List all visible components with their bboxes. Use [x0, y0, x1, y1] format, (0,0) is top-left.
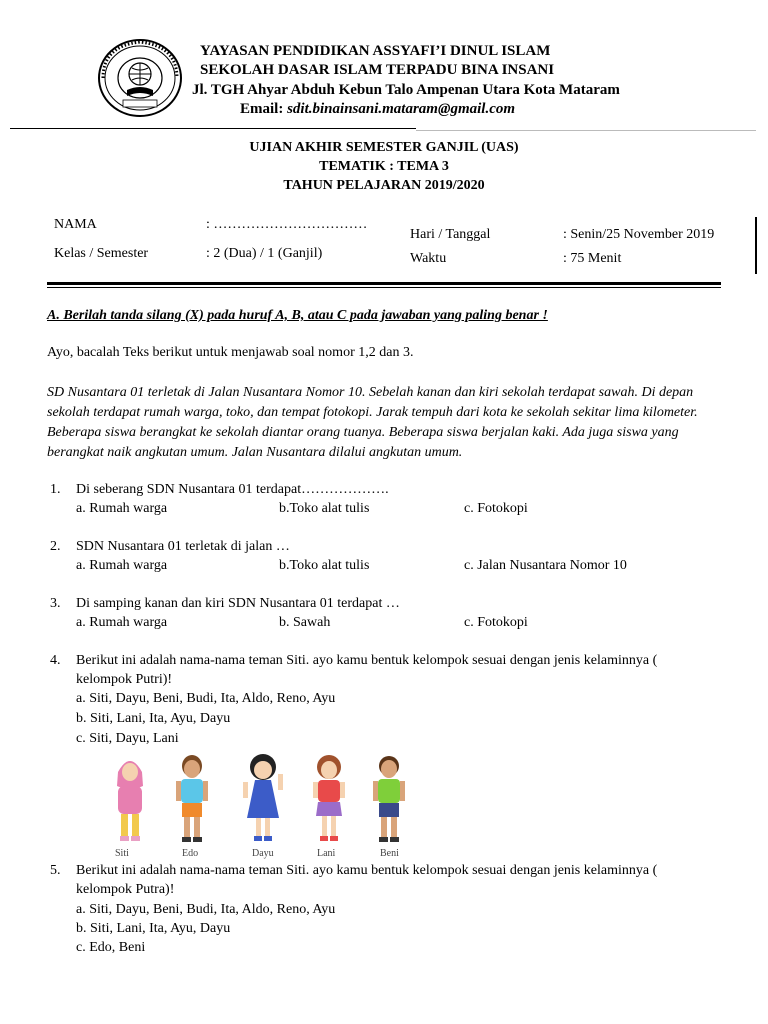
q5-option-c[interactable]: c. Edo, Beni	[76, 940, 146, 955]
question-number: 2.	[50, 539, 61, 554]
q3-option-a[interactable]: a. Rumah warga	[76, 615, 168, 630]
child-edo-figure	[175, 752, 209, 848]
child-name-lani: Lani	[317, 848, 336, 859]
reading-passage: SD Nusantara 01 terletak di Jalan Nusantara Nomor 10. Sebelah kanan dan kiri sekolah terdapat sawah. Di depan sekolah terdapat rumah warga, toko, dan tempat fotokopi. Jarak tempuh dari kota ke sekolah sekitar lima kilometer. Beberapa siswa berangkat ke sekolah diantar orang tuanya. Beberapa siswa berjalan kaki. Ada juga siswa yang berangkat naik angkutan umum. Jalan Nusantara dilalui angkutan umum.	[47, 385, 698, 460]
child-name-edo: Edo	[182, 848, 199, 859]
question-number: 4.	[50, 653, 61, 668]
kelas-value: : 2 (Dua) / 1 (Ganjil)	[206, 246, 323, 261]
school-logo	[97, 38, 183, 118]
exam-year: TAHUN PELAJARAN 2019/2020	[283, 178, 485, 193]
hari-label: Hari / Tanggal	[410, 227, 491, 242]
header-divider	[10, 128, 416, 129]
question-number: 5.	[50, 863, 61, 878]
email-label: Email:	[240, 101, 288, 117]
question-4-text: Berikut ini adalah nama-nama teman Siti. ayo kamu bentuk kelompok sesuai dengan jenis kelaminnya (	[76, 653, 658, 668]
school-email-line	[240, 101, 515, 118]
exam-subject: TEMATIK : TEMA 3	[319, 159, 449, 174]
double-rule-bottom	[47, 287, 721, 288]
kelas-label: Kelas / Semester	[54, 246, 149, 261]
q2-option-a[interactable]: a. Rumah warga	[76, 558, 168, 573]
header-divider-light	[416, 130, 756, 131]
school-address: Jl. TGH Ahyar Abduh Kebun Talo Ampenan Utara Kota Mataram	[192, 82, 620, 98]
q4-option-b[interactable]: b. Siti, Lani, Ita, Ayu, Dayu	[76, 711, 231, 726]
question-number: 1.	[50, 482, 61, 497]
q2-option-b[interactable]: b.Toko alat tulis	[279, 558, 370, 573]
exam-title: UJIAN AKHIR SEMESTER GANJIL (UAS)	[249, 140, 519, 155]
edge-bar	[755, 217, 757, 274]
question-5-text: Berikut ini adalah nama-nama teman Siti. ayo kamu bentuk kelompok sesuai dengan jenis kelaminnya (	[76, 863, 658, 878]
reading-intro: Ayo, bacalah Teks berikut untuk menjawab soal nomor 1,2 dan 3.	[47, 345, 414, 360]
q4-option-c[interactable]: c. Siti, Dayu, Lani	[76, 731, 179, 746]
q3-option-b[interactable]: b. Sawah	[279, 615, 331, 630]
q5-option-a[interactable]: a. Siti, Dayu, Beni, Budi, Ita, Aldo, Reno, Ayu	[76, 902, 336, 917]
double-rule-top	[47, 282, 721, 285]
child-name-dayu: Dayu	[252, 848, 274, 859]
question-4-text-cont: kelompok Putri)!	[76, 672, 173, 687]
email-address[interactable]: sdit.binainsani.mataram@gmail.com	[287, 101, 516, 117]
q4-option-a[interactable]: a. Siti, Dayu, Beni, Budi, Ita, Aldo, Reno, Ayu	[76, 691, 336, 706]
child-siti-figure	[113, 752, 147, 848]
section-a-instruction: A. Berilah tanda silang (X) pada huruf A, B, atau C pada jawaban yang paling benar !	[47, 308, 548, 323]
q1-option-c[interactable]: c. Fotokopi	[464, 501, 528, 516]
question-2-text: SDN Nusantara 01 terletak di jalan …	[76, 539, 290, 554]
nama-field[interactable]: : ……………………………	[206, 217, 368, 232]
q2-option-c[interactable]: c. Jalan Nusantara Nomor 10	[464, 558, 627, 573]
school-name: SEKOLAH DASAR ISLAM TERPADU BINA INSANI	[200, 62, 555, 78]
child-beni-figure	[372, 752, 406, 848]
question-5-text-cont: kelompok Putra)!	[76, 882, 175, 897]
child-dayu-figure	[243, 752, 283, 848]
child-name-siti: Siti	[115, 848, 129, 859]
child-name-beni: Beni	[380, 848, 399, 859]
nama-label: NAMA	[54, 217, 97, 232]
q5-option-b[interactable]: b. Siti, Lani, Ita, Ayu, Dayu	[76, 921, 231, 936]
foundation-name: YAYASAN PENDIDIKAN ASSYAFI’I DINUL ISLAM	[200, 43, 551, 59]
waktu-value: : 75 Menit	[563, 251, 622, 266]
question-number: 3.	[50, 596, 61, 611]
q3-option-c[interactable]: c. Fotokopi	[464, 615, 528, 630]
question-3-text: Di samping kanan dan kiri SDN Nusantara 01 terdapat …	[76, 596, 400, 611]
q1-option-a[interactable]: a. Rumah warga	[76, 501, 168, 516]
hari-value: : Senin/25 November 2019	[563, 227, 715, 242]
child-lani-figure	[312, 752, 346, 848]
q1-option-b[interactable]: b.Toko alat tulis	[279, 501, 370, 516]
waktu-label: Waktu	[410, 251, 447, 266]
question-1-text: Di seberang SDN Nusantara 01 terdapat……………….	[76, 482, 389, 497]
